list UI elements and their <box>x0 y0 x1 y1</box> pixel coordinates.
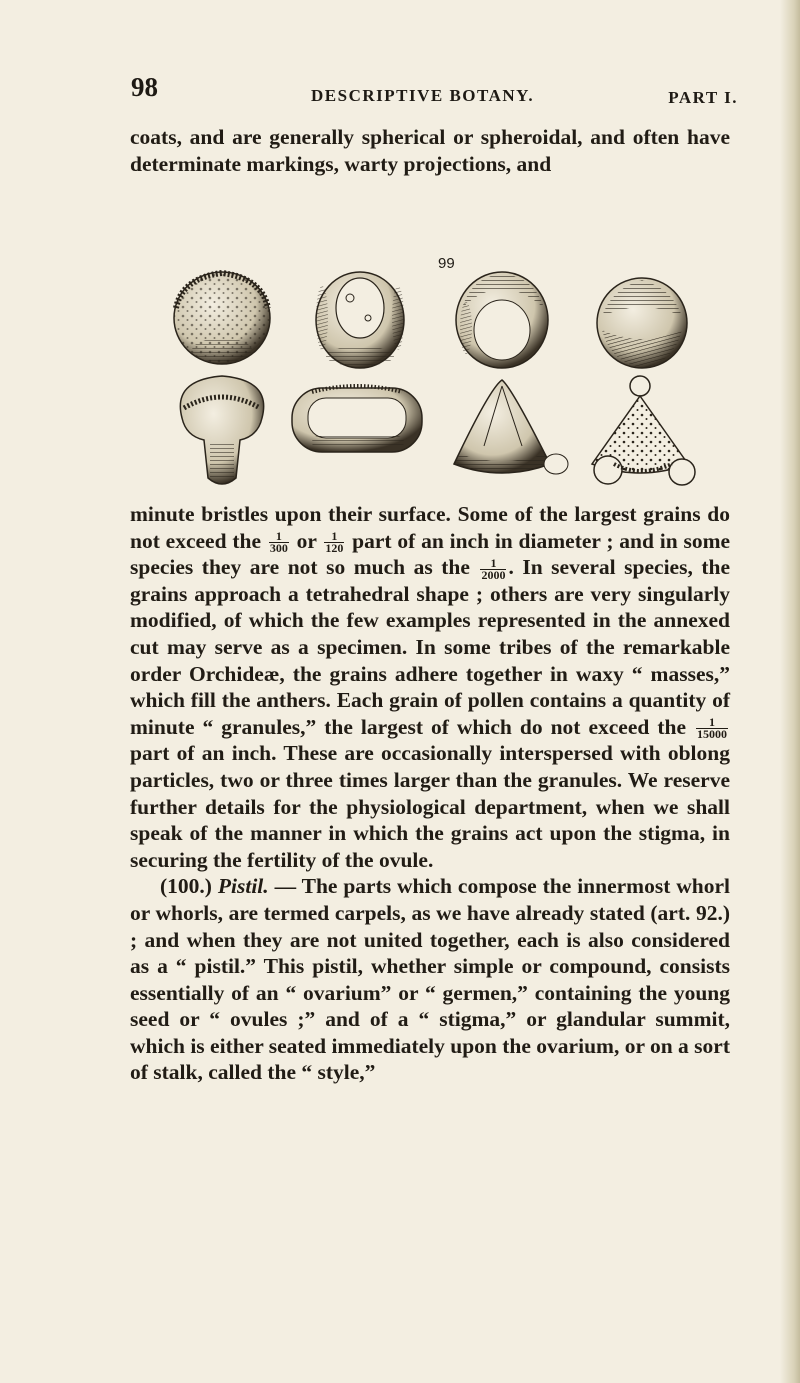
pollen-grain <box>174 272 270 364</box>
running-title: DESCRIPTIVE BOTANY. <box>311 86 535 105</box>
fraction-numerator: 1 <box>269 531 289 543</box>
part-label: PART I. <box>668 88 738 107</box>
fraction <box>324 531 344 554</box>
fraction-numerator: 1 <box>696 717 728 729</box>
body-text: minute bristles upon their surface. Some of the largest grains do not exceed the <box>130 502 730 553</box>
pollen-grain <box>592 376 695 485</box>
pollen-grain <box>316 272 404 368</box>
fraction <box>696 717 728 740</box>
section-number: (100.) <box>160 874 212 899</box>
fraction-denominator: 300 <box>269 541 288 556</box>
body-text: . In several species, the grains approach a tetrahedral shape ; others are very singularly modified, of which the few examples represented in the annexed cut may serve as a specimen. In some tribes of the remarkable order Orchideæ, the grains adhere together in waxy “ masses,” which fill the anthers. Each grain of pollen contains a quantity of minute “ granules,” the largest of which do not exceed the <box>130 555 731 739</box>
fraction-numerator: 1 <box>324 531 344 543</box>
page-header <box>131 72 738 108</box>
pollen-figure <box>162 268 722 504</box>
pollen-grain <box>454 380 568 474</box>
intro-text: coats, and are generally spherical or spheroidal, and often have determinate markings, warty projections, and <box>130 125 730 176</box>
page-edge <box>780 0 800 1383</box>
section-title: Pistil. <box>217 874 269 899</box>
fraction <box>480 555 506 582</box>
body-text: part of an inch in diameter ; and in some species they are not so much as the <box>130 528 731 580</box>
body-text: or <box>296 528 317 553</box>
fraction-denominator: 120 <box>325 541 344 556</box>
body-text: — The parts which compose the innermost whorl or whorls, are termed carpels, as we have already stated (art. 92.) ; and when they are not united together, each is also considered as a “ pistil.” This pistil, whether simple or compound, consists essentially of an “ ovarium” or “ germen,” containing the young seed or “ ovules ;” and of a “ stigma,” or glandular summit, which is either seated immediately upon the ovarium, or on a sort of stalk, called the “ style,” <box>130 874 731 1085</box>
pollen-grain <box>456 272 548 368</box>
fraction-denominator: 2000 <box>481 567 506 582</box>
paragraph-pistil <box>130 873 730 1086</box>
fraction <box>269 531 289 554</box>
body-text: part of an inch. These are occasionally interspersed with oblong particles, two or three times larger than the granules. We reserve further details for the physiological department, when we shall speak of the manner in which the grains act upon the stigma, in securing the fertility of the ovule. <box>130 741 730 872</box>
main-text <box>130 501 730 1086</box>
fraction-numerator: 1 <box>480 558 506 570</box>
intro-paragraph <box>130 124 730 177</box>
page-number: 98 <box>131 72 158 102</box>
figure-number: 99 <box>438 255 455 272</box>
fraction-denominator: 15000 <box>697 727 727 742</box>
pollen-grain <box>292 386 422 452</box>
pollen-grain <box>180 376 263 484</box>
pollen-grain <box>597 278 687 368</box>
paragraph-pollen <box>130 501 730 873</box>
